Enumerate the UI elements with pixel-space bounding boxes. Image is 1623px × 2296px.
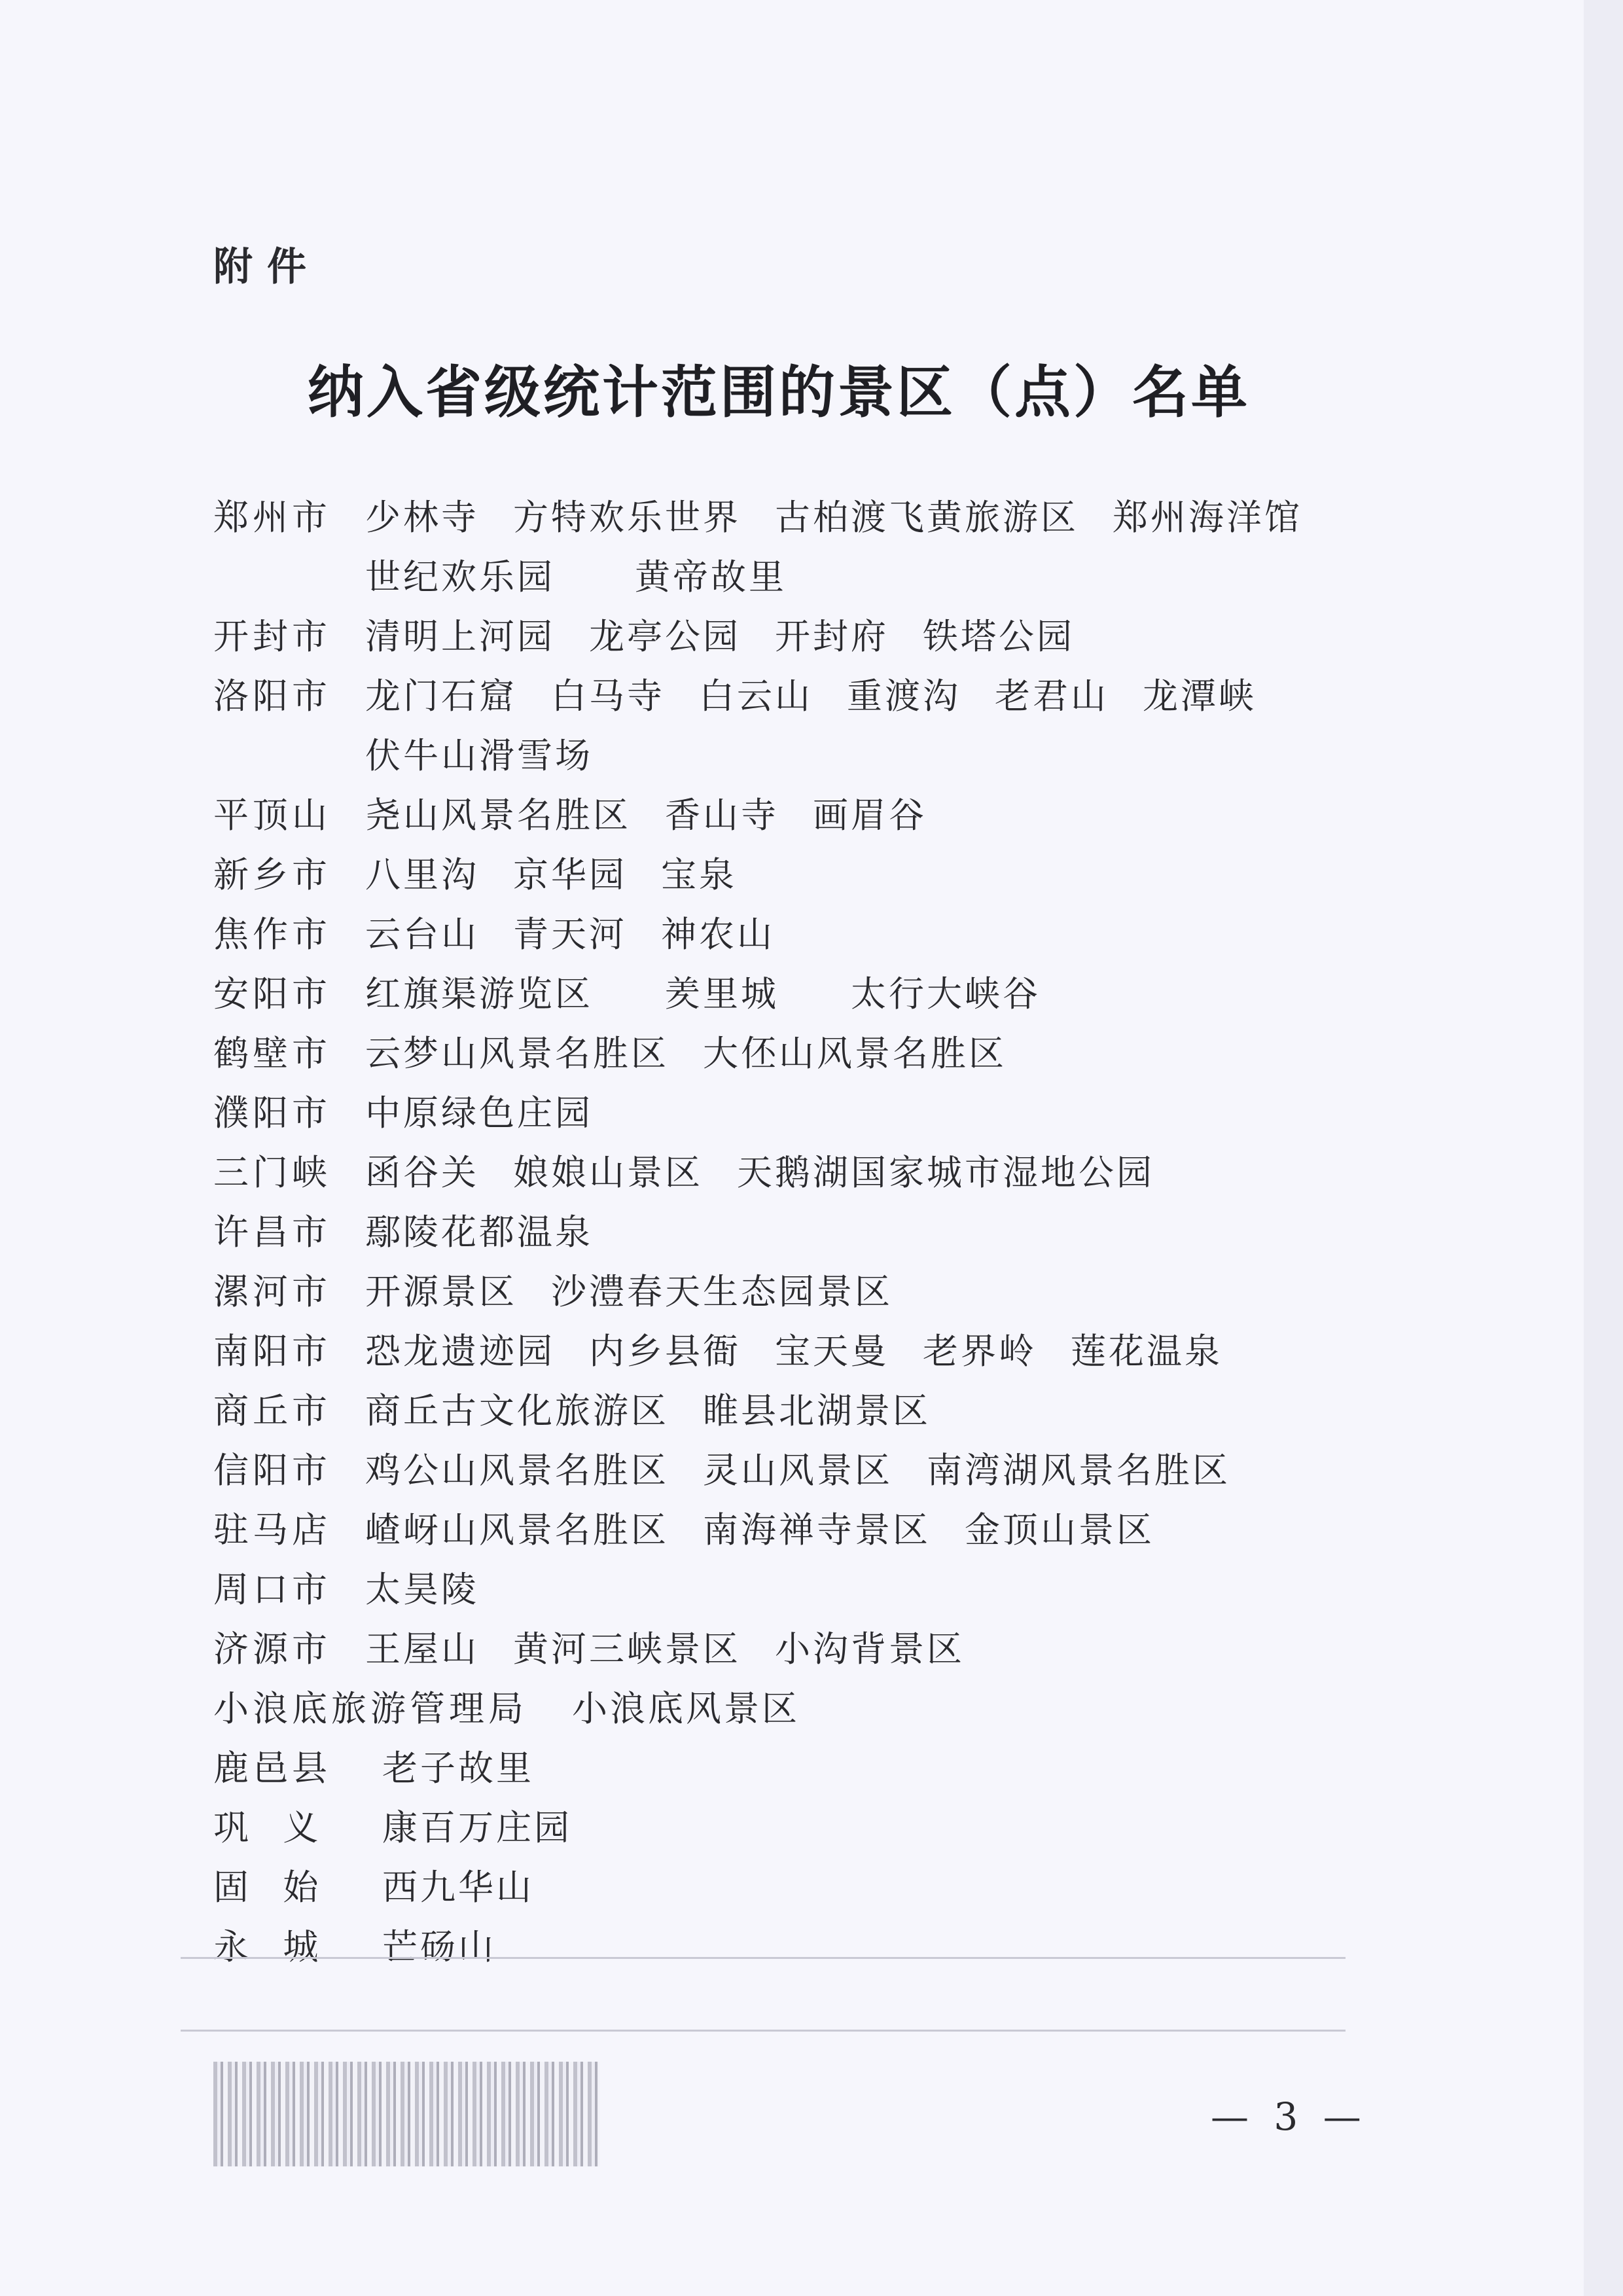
city-name: 开封市 — [213, 616, 331, 657]
list-item — [213, 845, 1391, 905]
spot-name: 重渡沟 — [847, 675, 961, 717]
spot-group — [382, 1857, 1391, 1917]
city-name: 许昌市 — [213, 1211, 331, 1253]
list-item — [213, 1500, 1391, 1560]
spot-group — [365, 1024, 1386, 1083]
spot-name: 云台山 — [365, 914, 479, 955]
spot-group — [365, 1619, 1386, 1679]
spot-name: 白云山 — [699, 675, 813, 717]
list-item — [213, 1679, 1391, 1738]
spot-name: 嵖岈山风景名胜区 — [365, 1509, 669, 1551]
spot-group — [365, 1560, 1386, 1619]
spot-name: 内乡县衙 — [589, 1331, 741, 1372]
list-item — [213, 1857, 1391, 1917]
spot-name: 南海禅寺景区 — [703, 1509, 931, 1551]
list-item — [213, 488, 1391, 607]
list-item — [213, 1024, 1391, 1083]
spot-name: 宝泉 — [661, 854, 737, 895]
list-item — [213, 607, 1391, 666]
city-name: 南阳市 — [213, 1331, 331, 1372]
list-item — [213, 666, 1391, 785]
spot-name: 太昊陵 — [365, 1569, 479, 1610]
spot-name: 羑里城 — [665, 973, 779, 1014]
page-number: — 3 — — [1211, 2094, 1368, 2139]
city-name: 巩 义 — [213, 1807, 323, 1848]
spot-name: 清明上河园 — [365, 616, 555, 657]
city-name: 安阳市 — [213, 973, 331, 1014]
spot-name: 青天河 — [513, 914, 627, 955]
spot-name: 南湾湖风景名胜区 — [927, 1450, 1230, 1491]
spot-name: 方特欢乐世界 — [513, 497, 741, 538]
spot-group — [365, 1202, 1386, 1262]
list-item — [213, 1381, 1391, 1441]
city-name: 漯河市 — [213, 1271, 331, 1312]
spot-name: 少林寺 — [365, 497, 479, 538]
spot-group — [365, 1500, 1386, 1560]
list-item — [213, 905, 1391, 964]
spot-name: 鸡公山风景名胜区 — [365, 1450, 669, 1491]
city-name: 固 始 — [213, 1867, 323, 1908]
footer-rule-box — [181, 1957, 1346, 2032]
list-item — [213, 1202, 1391, 1262]
city-name: 鹿邑县 — [213, 1748, 331, 1789]
spot-name: 芒砀山 — [382, 1926, 496, 1967]
spot-name: 龙潭峡 — [1143, 675, 1257, 717]
list-item — [213, 964, 1391, 1024]
spot-name: 小浪底风景区 — [572, 1688, 800, 1729]
spot-name: 京华园 — [513, 854, 627, 895]
spot-name: 西九华山 — [382, 1867, 534, 1908]
list-item — [213, 1619, 1391, 1679]
list-item — [213, 1738, 1391, 1798]
spot-name: 商丘古文化旅游区 — [365, 1390, 669, 1431]
spot-name: 老界岭 — [923, 1331, 1037, 1372]
spot-group — [382, 1738, 1391, 1798]
spot-name: 老君山 — [995, 675, 1109, 717]
city-name: 平顶山 — [213, 795, 331, 836]
spot-name: 神农山 — [661, 914, 775, 955]
spot-name: 白马寺 — [551, 675, 665, 717]
spot-name: 黄河三峡景区 — [513, 1628, 741, 1670]
spot-name: 铁塔公园 — [923, 616, 1075, 657]
list-item — [213, 1143, 1391, 1202]
spot-name: 康百万庄园 — [382, 1807, 572, 1848]
spot-name: 龙亭公园 — [589, 616, 741, 657]
spot-name: 世纪欢乐园 — [365, 556, 555, 598]
list-item — [213, 1560, 1391, 1619]
spot-group — [365, 1321, 1386, 1381]
city-name: 小浪底旅游管理局 — [213, 1688, 527, 1729]
spot-name: 黄帝故里 — [635, 556, 787, 598]
city-name: 驻马店 — [213, 1509, 331, 1551]
city-name: 焦作市 — [213, 914, 331, 955]
list-item — [213, 1798, 1391, 1857]
scenic-spot-list — [213, 488, 1391, 1977]
spot-name: 云梦山风景名胜区 — [365, 1033, 669, 1074]
annex-label: 附件 — [213, 244, 321, 290]
city-name: 新乡市 — [213, 854, 331, 895]
spot-group — [365, 666, 1386, 785]
spot-group — [365, 1262, 1386, 1321]
city-name: 济源市 — [213, 1628, 331, 1670]
spot-name: 函谷关 — [365, 1152, 479, 1193]
spot-name: 八里沟 — [365, 854, 479, 895]
spot-name: 天鹅湖国家城市湿地公园 — [737, 1152, 1154, 1193]
spot-name: 开源景区 — [365, 1271, 517, 1312]
spot-name: 伏牛山滑雪场 — [365, 735, 593, 776]
barcode-graphic — [213, 2062, 599, 2166]
spot-name: 金顶山景区 — [965, 1509, 1154, 1551]
city-name: 洛阳市 — [213, 675, 331, 717]
city-name: 三门峡 — [213, 1152, 331, 1193]
spot-name: 灵山风景区 — [703, 1450, 893, 1491]
spot-name: 娘娘山景区 — [513, 1152, 703, 1193]
city-name: 濮阳市 — [213, 1092, 331, 1134]
list-item — [213, 785, 1391, 845]
spot-name: 王屋山 — [365, 1628, 479, 1670]
city-name: 鹤壁市 — [213, 1033, 331, 1074]
spot-group — [365, 964, 1386, 1024]
spot-group — [382, 1798, 1391, 1857]
spot-group — [365, 1381, 1386, 1441]
spot-name: 龙门石窟 — [365, 675, 517, 717]
spot-name: 莲花温泉 — [1071, 1331, 1222, 1372]
page-edge — [1584, 0, 1623, 2296]
spot-name: 小沟背景区 — [775, 1628, 965, 1670]
spot-name: 画眉谷 — [813, 795, 927, 836]
spot-name: 尧山风景名胜区 — [365, 795, 631, 836]
city-name: 周口市 — [213, 1569, 331, 1610]
list-item — [213, 1262, 1391, 1321]
spot-name: 老子故里 — [382, 1748, 534, 1789]
city-name: 商丘市 — [213, 1390, 331, 1431]
spot-name: 香山寺 — [665, 795, 779, 836]
list-item — [213, 1441, 1391, 1500]
spot-group — [365, 1441, 1386, 1500]
spot-name: 宝天曼 — [775, 1331, 889, 1372]
spot-group — [365, 785, 1386, 845]
city-name: 信阳市 — [213, 1450, 331, 1491]
spot-group — [365, 905, 1386, 964]
spot-name: 红旗渠游览区 — [365, 973, 593, 1014]
spot-name: 郑州海洋馆 — [1113, 497, 1302, 538]
spot-group — [365, 1083, 1386, 1143]
spot-name: 鄢陵花都温泉 — [365, 1211, 593, 1253]
list-item — [213, 1321, 1391, 1381]
city-name: 郑州市 — [213, 497, 331, 538]
spot-name: 恐龙遗迹园 — [365, 1331, 555, 1372]
spot-group — [365, 1143, 1386, 1202]
spot-name: 中原绿色庄园 — [365, 1092, 593, 1134]
spot-group — [572, 1679, 800, 1738]
spot-name: 睢县北湖景区 — [703, 1390, 931, 1431]
list-item — [213, 1083, 1391, 1143]
spot-name: 太行大峡谷 — [851, 973, 1041, 1014]
spot-name: 古柏渡飞黄旅游区 — [775, 497, 1079, 538]
spot-name: 大伾山风景名胜区 — [703, 1033, 1007, 1074]
city-name: 永 城 — [213, 1926, 323, 1967]
spot-group — [365, 845, 1386, 905]
spot-group — [365, 488, 1386, 607]
spot-name: 沙澧春天生态园景区 — [551, 1271, 893, 1312]
spot-group — [365, 607, 1386, 666]
document-title: 纳入省级统计范围的景区（点）名单 — [308, 360, 1250, 425]
spot-name: 开封府 — [775, 616, 889, 657]
